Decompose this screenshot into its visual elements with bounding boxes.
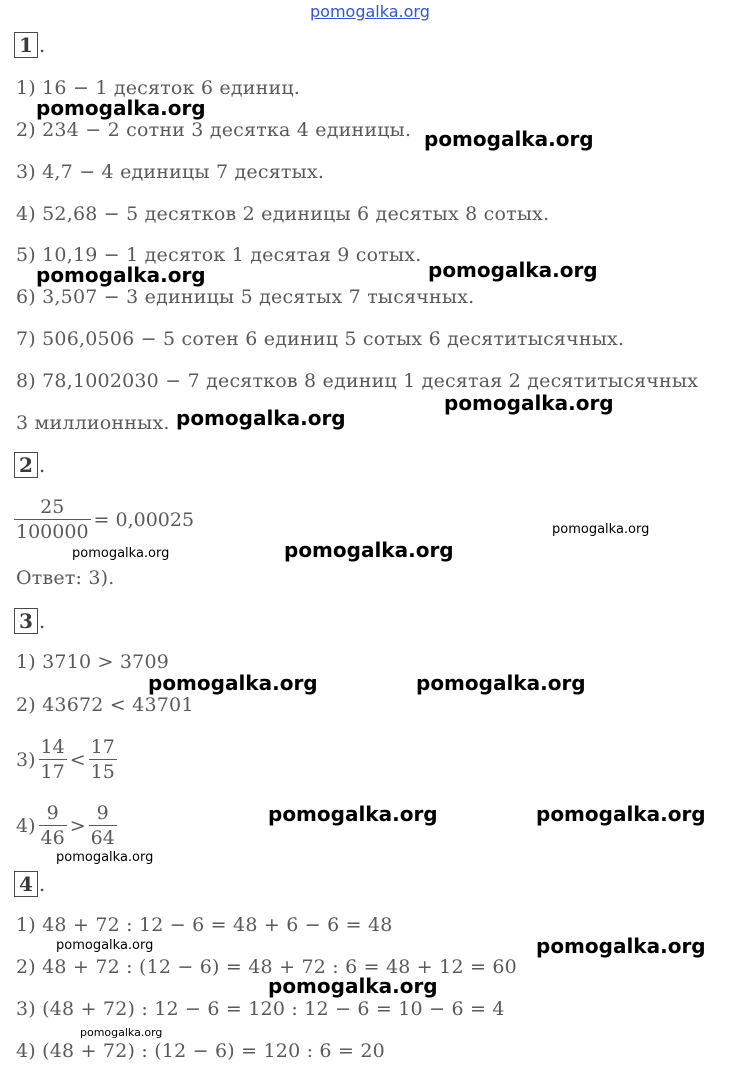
- task-1-line-6: 6) 3,507 − 3 единицы 5 десятых 7 тысячных.: [16, 286, 475, 308]
- fraction-numerator: 9: [39, 801, 67, 826]
- watermark-small: pomogalka.org: [72, 546, 170, 561]
- task-3-item-4-label: 4): [16, 814, 36, 837]
- fraction-denominator: 17: [40, 761, 65, 783]
- comparison-sign: >: [69, 814, 86, 837]
- fraction-numerator: 9: [89, 801, 117, 826]
- watermark-small: pomogalka.org: [56, 850, 154, 865]
- task-2-numerator: 25: [14, 495, 91, 520]
- task-4-line-2: 2) 48 + 72 : (12 − 6) = 48 + 72 : 6 = 48 + 12 = 60: [16, 956, 517, 978]
- watermark: pomogalka.org: [148, 671, 318, 695]
- task-2-denominator: 100000: [16, 521, 89, 543]
- task-2-equation: [14, 495, 197, 544]
- comparison-sign: <: [69, 748, 86, 771]
- task-1-line-3: 3) 4,7 − 4 единицы 7 десятых.: [16, 161, 325, 183]
- task-4-heading: 4 .: [14, 871, 45, 897]
- site-link-top[interactable]: pomogalka.org: [310, 2, 430, 21]
- fraction-denominator: 64: [90, 827, 115, 849]
- watermark: pomogalka.org: [424, 127, 594, 151]
- fraction-denominator: 15: [90, 761, 115, 783]
- task-1-line-5: 5) 10,19 − 1 десяток 1 десятая 9 сотых.: [16, 244, 422, 266]
- task-1-line-7: 7) 506,0506 − 5 сотен 6 единиц 5 сотых 6 десятитысячных.: [16, 328, 625, 350]
- watermark-small: pomogalka.org: [552, 522, 650, 537]
- task-1-line-4: 4) 52,68 − 5 десятков 2 единицы 6 десятых 8 сотых.: [16, 203, 550, 225]
- task-1-number: 1: [14, 32, 38, 58]
- task-3-item-4: [16, 801, 117, 850]
- task-1-line-8: 8) 78,1002030 − 7 десятков 8 единиц 1 десятая 2 десятитысячных: [16, 370, 699, 392]
- task-2-fraction: [14, 495, 91, 544]
- task-1-line-9: 3 миллионных.: [16, 412, 170, 434]
- task-3-item-4-fraction-a: [39, 801, 67, 850]
- watermark: pomogalka.org: [36, 96, 206, 120]
- fraction-denominator: 46: [40, 827, 65, 849]
- watermark: pomogalka.org: [536, 934, 706, 958]
- task-2-heading: 2 .: [14, 452, 45, 478]
- task-4-line-3: 3) (48 + 72) : 12 − 6 = 120 : 12 − 6 = 10 − 6 = 4: [16, 998, 505, 1020]
- watermark-small: pomogalka.org: [56, 938, 154, 953]
- task-2-answer: Ответ: 3).: [16, 567, 115, 589]
- task-3-item-4-fraction-b: [89, 801, 117, 850]
- task-2-result: = 0,00025: [93, 508, 195, 531]
- watermark: pomogalka.org: [36, 263, 206, 287]
- watermark: pomogalka.org: [444, 391, 614, 415]
- task-3-item-3-label: 3): [16, 748, 36, 771]
- watermark: pomogalka.org: [176, 406, 346, 430]
- watermark: pomogalka.org: [416, 671, 586, 695]
- task-1-line-2: 2) 234 − 2 сотни 3 десятка 4 единицы.: [16, 119, 412, 141]
- watermark: pomogalka.org: [536, 802, 706, 826]
- task-3-heading: 3 .: [14, 608, 45, 634]
- fraction-numerator: 14: [40, 736, 65, 758]
- task-2-number: 2: [14, 452, 38, 478]
- task-4-line-4: 4) (48 + 72) : (12 − 6) = 120 : 6 = 20: [16, 1040, 385, 1062]
- watermark: pomogalka.org: [284, 538, 454, 562]
- task-3-line-2: 2) 43672 < 43701: [16, 694, 194, 716]
- fraction-numerator: 17: [90, 736, 115, 758]
- task-1-line-1: 1) 16 − 1 десяток 6 единиц.: [16, 77, 300, 99]
- task-4-line-1: 1) 48 + 72 : 12 − 6 = 48 + 6 − 6 = 48: [16, 914, 393, 936]
- task-3-item-3: [16, 735, 117, 784]
- watermark: pomogalka.org: [268, 802, 438, 826]
- task-3-item-3-fraction-b: [89, 735, 117, 784]
- task-3-line-1: 1) 3710 > 3709: [16, 651, 170, 673]
- task-4-number: 4: [14, 871, 38, 897]
- task-1-heading: 1 .: [14, 32, 45, 58]
- watermark: pomogalka.org: [268, 974, 438, 998]
- task-3-item-3-fraction-a: [39, 735, 67, 784]
- watermark-small: pomogalka.org: [80, 1026, 163, 1039]
- task-3-number: 3: [14, 608, 38, 634]
- watermark: pomogalka.org: [428, 258, 598, 282]
